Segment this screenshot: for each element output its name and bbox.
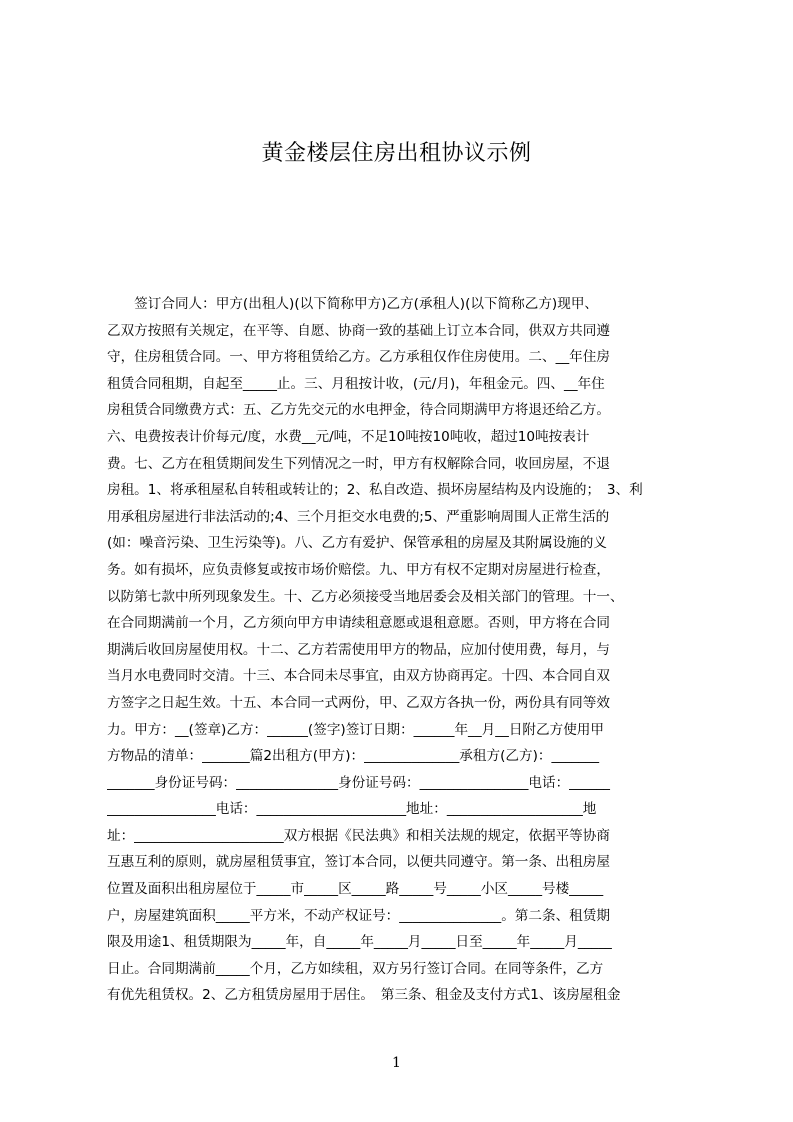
body-line: 互惠互利的原则，就房屋租赁事宜，签订本合同，以便共同遵守。第一条、出租房屋 xyxy=(107,854,610,871)
body-line: 力。甲方：__(签章)乙方：______(签字)签订日期：______年__月__日附乙方使用甲 xyxy=(107,721,604,738)
page-number: 1 xyxy=(392,1055,401,1071)
body-line: 限及用途1、租赁期限为_____年，自_____年_____月_____日至_____年_____月_____ xyxy=(107,934,612,951)
body-line: 房租赁合同缴费方式：五、乙方先交元的水电押金，待合同期满甲方将退还给乙方。 xyxy=(107,402,610,419)
body-line: 有优先租赁权。2、乙方租赁房屋用于居住。 第三条、租金及支付方式1、该房屋租金 xyxy=(107,987,621,1004)
body-line: 房租。1、将承租屋私自转租或转让的；2、私自改造、损坏房屋结构及内设施的； 3、利 xyxy=(107,482,643,499)
body-line: ________________电话：______________________地址：____________________地 xyxy=(107,801,597,818)
body-line: 户，房屋建筑面积_____平方米，不动产权证号：_______________。第二条、租赁期 xyxy=(107,907,610,924)
body-line: (如：噪音污染、卫生污染等)。八、乙方有爱护、保管承租的房屋及其附属设施的义 xyxy=(107,535,607,552)
body-line: 期满后收回房屋使用权。十二、乙方若需使用甲方的物品，应加付使用费，每月，与 xyxy=(107,641,610,658)
body-line: 以防第七款中所列现象发生。十、乙方必须接受当地居委会及相关部门的管理。十一、 xyxy=(107,588,624,605)
body-line: 守，住房租赁合同。一、甲方将租赁给乙方。乙方承租仅作住房使用。二、__年住房 xyxy=(107,349,610,366)
body-line: 位置及面积出租房屋位于_____市_____区_____路_____号_____小区_____号楼_____ xyxy=(107,881,604,898)
document-title: 黄金楼层住房出租协议示例 xyxy=(261,141,532,166)
body-line: 务。如有损坏，应负责修复或按市场价赔偿。九、甲方有权不定期对房屋进行检查， xyxy=(107,561,610,578)
body-line: 当月水电费同时交清。十三、本合同未尽事宜，由双方协商再定。十四、本合同自双 xyxy=(107,668,610,685)
body-line: 费。七、乙方在租赁期间发生下列情况之一时，甲方有权解除合同，收回房屋，不退 xyxy=(107,455,610,472)
body-line: 六、电费按表计价每元/度，水费__元/吨，不足10吨按10吨收，超过10吨按表计 xyxy=(107,428,590,445)
body-line: 日止。合同期满前_____个月，乙方如续租，双方另行签订合同。在同等条件，乙方 xyxy=(107,960,604,977)
body-line: 方签字之日起生效。十五、本合同一式两份，甲、乙双方各执一份，两份具有同等效 xyxy=(107,694,610,711)
body-line: 在合同期满前一个月，乙方须向甲方申请续租意愿或退租意愿。否则，甲方将在合同 xyxy=(107,615,610,632)
body-line: 签订合同人：甲方(出租人)(以下简称甲方)乙方(承租人)(以下简称乙方)现甲、 xyxy=(107,296,599,312)
contract-body xyxy=(107,291,697,1015)
body-line: 方物品的清单：_______篇2出租方(甲方)：______________承租方(乙方)：_______ xyxy=(107,748,600,765)
body-line: _______身份证号码：_______________身份证号码：________________电话：______ xyxy=(107,774,610,791)
body-line: 租赁合同租期，自起至_____止。三、月租按计收，(元/月)，年租金元。四、__年住 xyxy=(107,375,605,392)
body-line: 乙双方按照有关规定，在平等、自愿、协商一致的基础上订立本合同，供双方共同遵 xyxy=(107,322,610,339)
body-line: 用承租房屋进行非法活动的;4、三个月拒交水电费的;5、严重影响周围人正常生活的 xyxy=(107,508,610,525)
body-line: 址：______________________双方根据《民法典》和相关法规的规定，依据平等协商 xyxy=(107,827,610,844)
